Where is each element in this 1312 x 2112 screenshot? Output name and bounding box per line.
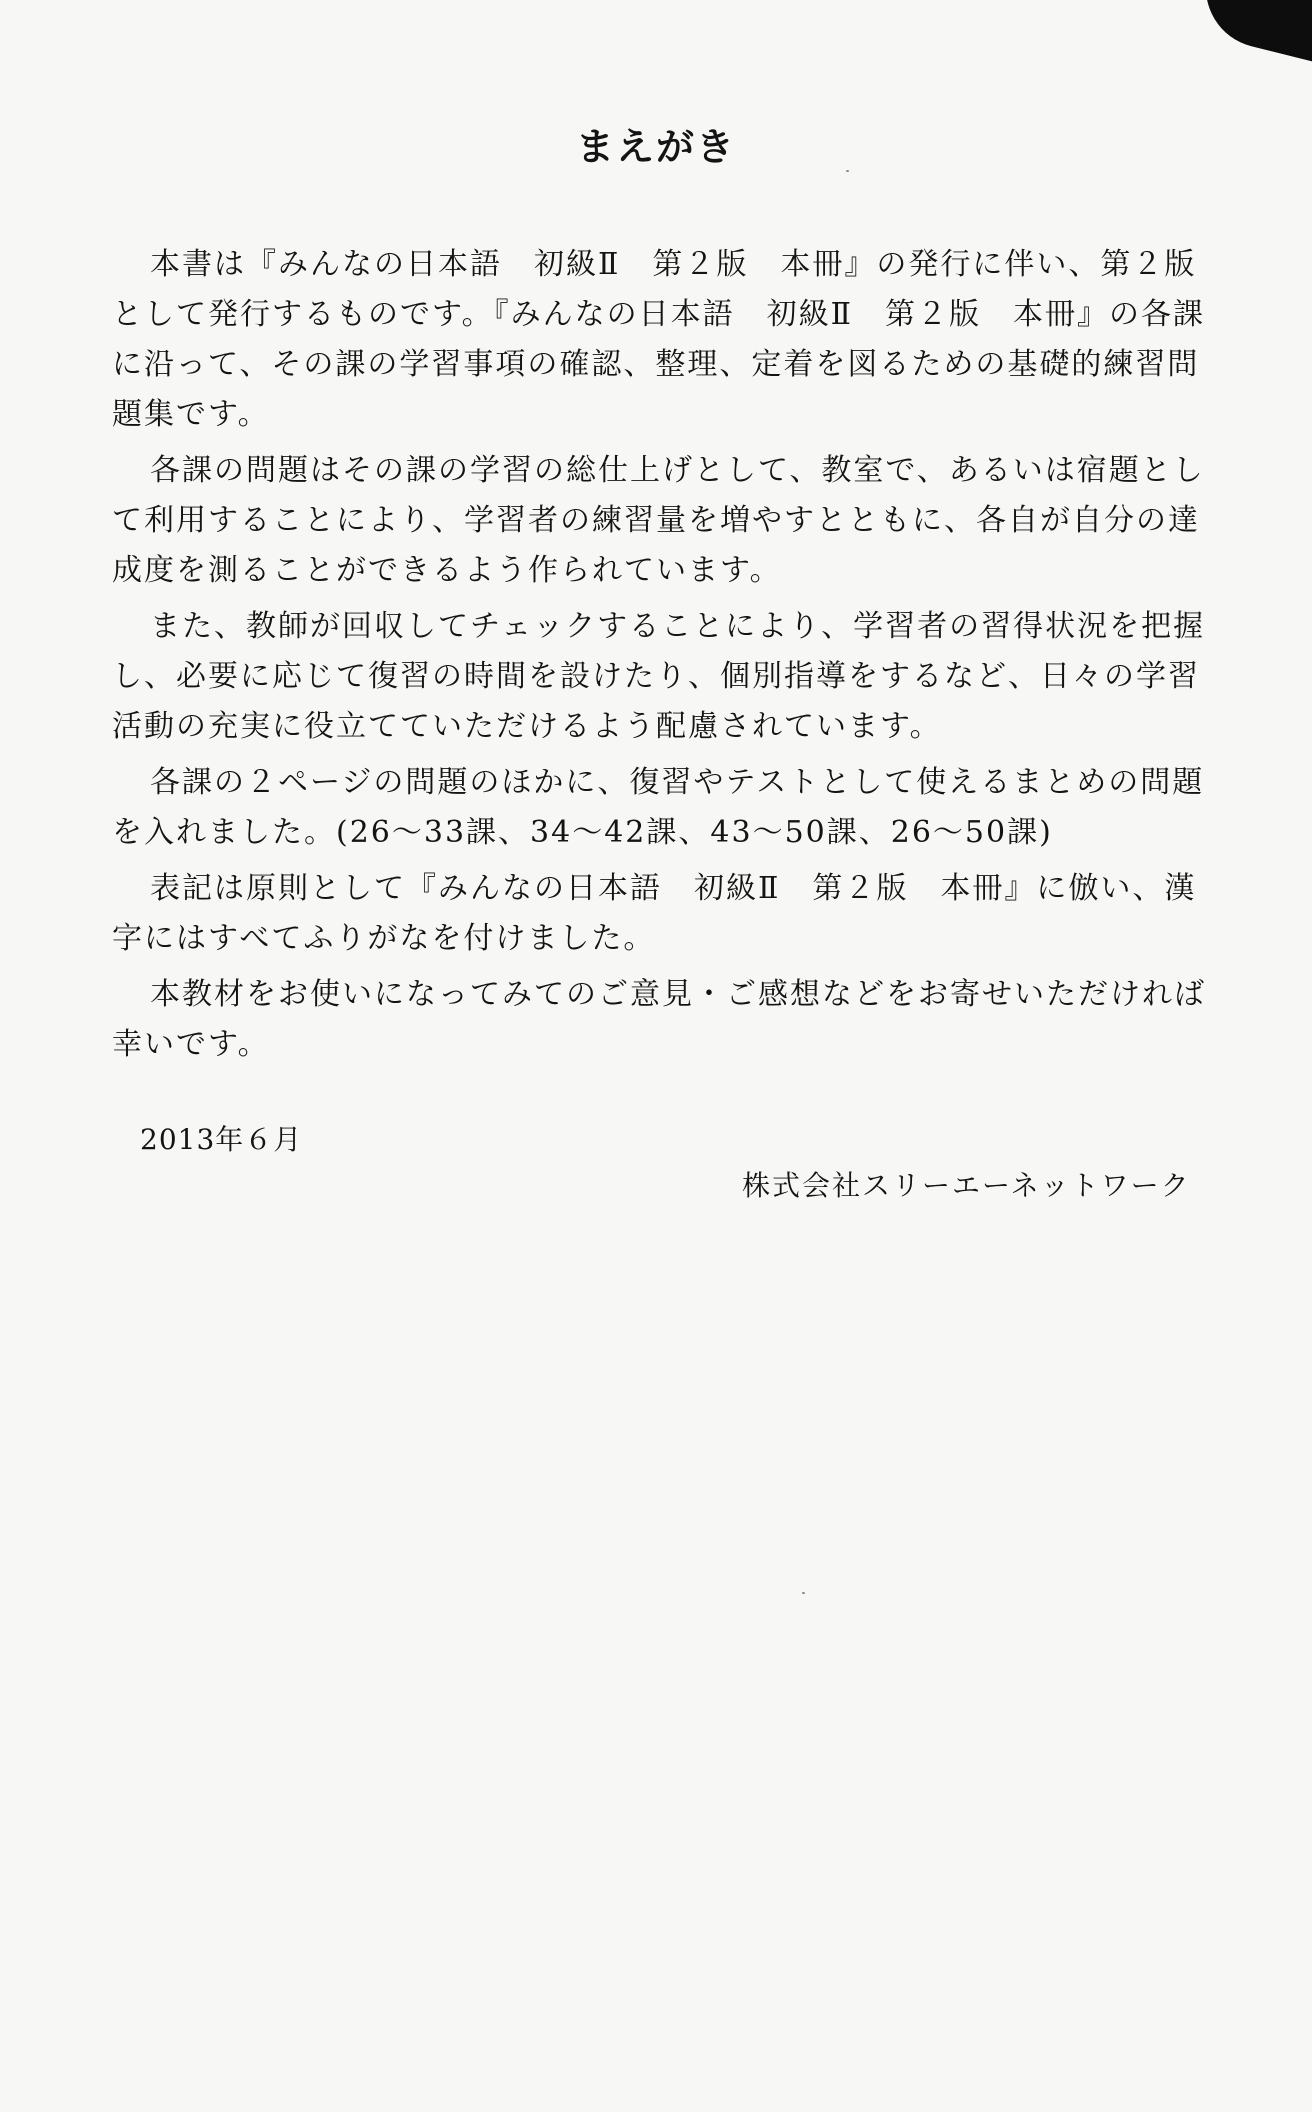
page-title: まえがき [575, 125, 736, 169]
paragraph: 表記は原則として『みんなの日本語 初級Ⅱ 第２版 本冊』に倣い、漢字にはすべてふりがなを付けました。 [112, 871, 1197, 956]
paper-speck [846, 170, 849, 172]
paragraph: 各課の２ページの問題のほかに、復習やテストとして使えるまとめの問題を入れました。(26～33課、34～42課、43～50課、26～50課) [112, 765, 1205, 850]
publisher-name: 株式会社スリーエーネットワーク [742, 1169, 1191, 1202]
paragraph: 本書は『みんなの日本語 初級Ⅱ 第２版 本冊』の発行に伴い、第２版として発行するものです。『みんなの日本語 初級Ⅱ 第２版 本冊』の各課に沿って、その課の学習事項の確認、整理、定着を図るための基礎的練習問題集です。 [112, 247, 1205, 432]
paper-speck [802, 1592, 805, 1594]
preface-body [112, 240, 1222, 1076]
page-corner-shadow [1193, 0, 1312, 66]
paragraph: 本教材をお使いになってみてのご意見・ご感想などをお寄せいただければ幸いです。 [112, 977, 1206, 1062]
paragraph: 各課の問題はその課の学習の総仕上げとして、教室で、あるいは宿題として利用することにより、学習者の練習量を増やすとともに、各自が自分の達成度を測ることができるよう作られています。 [112, 453, 1205, 588]
paragraph: また、教師が回収してチェックすることにより、学習者の習得状況を把握し、必要に応じて復習の時間を設けたり、個別指導をするなど、日々の学習活動の充実に役立てていただけるよう配慮されています。 [112, 609, 1206, 744]
date: 2013年６月 [140, 1123, 303, 1156]
